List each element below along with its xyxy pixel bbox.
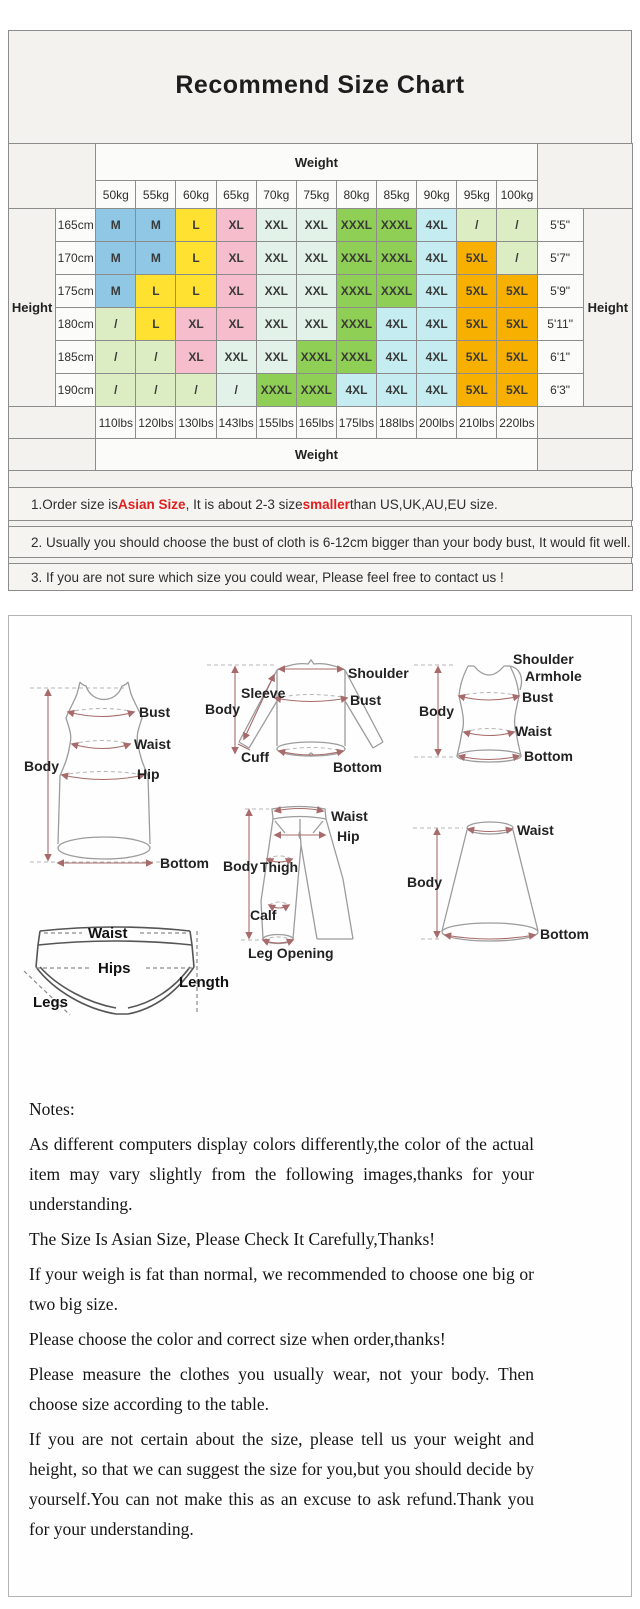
note-text: 3. If you are not sure which size you could wear, Please feel free to contact us !	[31, 569, 504, 585]
size-cell: 4XL	[377, 308, 417, 341]
top-bottom-label: Bottom	[333, 759, 382, 775]
size-cell: XXL	[296, 308, 336, 341]
corner-cell	[537, 144, 632, 209]
size-cell: XXXL	[256, 374, 296, 407]
dress-body-label: Body	[24, 758, 59, 774]
size-cell: /	[176, 374, 216, 407]
size-cell: 4XL	[417, 308, 457, 341]
size-cell: M	[96, 242, 136, 275]
top-bust-label: Bust	[350, 692, 382, 708]
brief-legs-label: Legs	[33, 994, 69, 1011]
size-cell: 4XL	[417, 242, 457, 275]
weight-lbs-cell: 130lbs	[176, 407, 216, 439]
size-cell: /	[96, 308, 136, 341]
notes-paragraph: Please measure the clothes you usually wear, not your body. Then choose size according to the table.	[29, 1364, 534, 1414]
size-cell: XXXL	[296, 341, 336, 374]
height-cm-cell: 170cm	[56, 242, 96, 275]
size-cell: M	[96, 275, 136, 308]
weight-kg-cell: 80kg	[336, 181, 376, 209]
size-cell: M	[96, 209, 136, 242]
size-cell: XXL	[296, 209, 336, 242]
top-sleeve-label: Sleeve	[241, 685, 286, 701]
weight-kg-cell: 85kg	[377, 181, 417, 209]
size-cell: L	[136, 308, 176, 341]
height-ft-cell: 5'5"	[537, 209, 583, 242]
size-cell: L	[176, 275, 216, 308]
pants-calf-label: Calf	[250, 907, 277, 923]
dress-bust-label: Bust	[139, 704, 171, 720]
size-cell: XXL	[256, 341, 296, 374]
weight-lbs-cell: 165lbs	[296, 407, 336, 439]
pants-hip-label: Hip	[337, 828, 360, 844]
size-cell: /	[497, 209, 537, 242]
top-cuff-label: Cuff	[241, 749, 269, 765]
skirt-diagram	[405, 811, 615, 971]
size-cell: XL	[176, 308, 216, 341]
size-cell: 5XL	[457, 275, 497, 308]
size-cell: L	[176, 209, 216, 242]
size-cell: 4XL	[377, 341, 417, 374]
size-table	[8, 143, 633, 471]
brief-diagram	[24, 911, 259, 1036]
top-shoulder-label: Shoulder	[348, 665, 409, 681]
size-cell: L	[136, 275, 176, 308]
height-ft-cell: 5'11"	[537, 308, 583, 341]
size-cell: XXL	[256, 308, 296, 341]
vest-body-label: Body	[419, 703, 454, 719]
height-cm-cell: 185cm	[56, 341, 96, 374]
weight-lbs-cell: 210lbs	[457, 407, 497, 439]
note-text: , It is about 2-3 size	[185, 496, 303, 512]
note-red-text: Asian Size	[118, 496, 186, 512]
top-body-label: Body	[205, 701, 240, 717]
weight-kg-cell: 55kg	[136, 181, 176, 209]
height-cm-cell: 190cm	[56, 374, 96, 407]
size-cell: XL	[216, 242, 256, 275]
top-diagram	[205, 656, 409, 811]
size-cell: XXXL	[377, 275, 417, 308]
size-cell: XXL	[216, 341, 256, 374]
notes-paragraphs	[29, 1129, 534, 1544]
pants-thigh-label: Thigh	[260, 859, 299, 875]
size-cell: XXL	[296, 242, 336, 275]
weight-kg-cell: 90kg	[417, 181, 457, 209]
brief-length-label: Length	[179, 974, 229, 991]
size-cell: XXXL	[377, 242, 417, 275]
vest-bottom-label: Bottom	[524, 748, 573, 764]
notes-paragraph: As different computers display colors differently,the color of the actual item may vary slightly from the following images,thanks for your understanding.	[29, 1134, 534, 1214]
size-chart-panel	[8, 30, 632, 591]
size-cell: 5XL	[497, 374, 537, 407]
corner-cell	[537, 407, 632, 439]
corner-cell	[9, 144, 96, 209]
size-cell: XXXL	[336, 209, 376, 242]
note-red-text: smaller	[302, 496, 350, 512]
notes-paragraph: If your weigh is fat than normal, we recommended to choose one big or two big size.	[29, 1264, 534, 1314]
notes-heading: Notes:	[29, 1099, 75, 1119]
size-cell: XXXL	[377, 209, 417, 242]
size-cell: /	[96, 374, 136, 407]
notes-paragraph: Please choose the color and correct size when order,thanks!	[29, 1329, 446, 1349]
weight-header: Weight	[96, 144, 537, 181]
height-ft-cell: 6'3"	[537, 374, 583, 407]
size-cell: 4XL	[417, 209, 457, 242]
pants-body-label: Body	[223, 858, 258, 874]
size-cell: 5XL	[457, 374, 497, 407]
weight-kg-cell: 70kg	[256, 181, 296, 209]
weight-kg-cell: 60kg	[176, 181, 216, 209]
height-label-left: Height	[9, 209, 56, 407]
weight-kg-cell: 65kg	[216, 181, 256, 209]
size-cell: XXL	[296, 275, 336, 308]
size-cell: 5XL	[497, 308, 537, 341]
weight-kg-cell: 95kg	[457, 181, 497, 209]
size-cell: /	[96, 341, 136, 374]
weight-footer: Weight	[96, 439, 537, 471]
height-ft-cell: 5'7"	[537, 242, 583, 275]
pants-leg-opening-label: Leg Opening	[248, 945, 334, 961]
corner-cell	[9, 407, 96, 439]
note-text: than US,UK,AU,EU size.	[349, 496, 498, 512]
size-cell: XXL	[256, 209, 296, 242]
weight-lbs-cell: 143lbs	[216, 407, 256, 439]
size-cell: 4XL	[417, 374, 457, 407]
skirt-waist-label: Waist	[517, 822, 554, 838]
weight-kg-cell: 75kg	[296, 181, 336, 209]
height-cm-cell: 175cm	[56, 275, 96, 308]
page-title: Recommend Size Chart	[175, 71, 465, 99]
size-cell: 5XL	[497, 275, 537, 308]
table-note-1	[8, 487, 633, 521]
brief-waist-label: Waist	[88, 925, 128, 942]
size-cell: 5XL	[497, 341, 537, 374]
size-cell: /	[136, 341, 176, 374]
size-cell: XXL	[256, 275, 296, 308]
notes-paragraph: The Size Is Asian Size, Please Check It Carefully,Thanks!	[29, 1229, 436, 1249]
top-measure-lines	[235, 667, 347, 755]
note-text: 1.Order size is	[31, 496, 119, 512]
notes-paragraph: If you are not certain about the size, please tell us your weight and height, so that we can suggest the size for you,but you should decide by yourself.You can not make this as an excuse to ask refund.Thank you for your understanding.	[29, 1429, 534, 1539]
size-cell: XXL	[256, 242, 296, 275]
vest-diagram	[414, 644, 614, 794]
size-cell: 5XL	[457, 341, 497, 374]
size-cell: 4XL	[417, 341, 457, 374]
size-cell: 4XL	[377, 374, 417, 407]
size-cell: XXXL	[336, 275, 376, 308]
size-cell: XL	[216, 209, 256, 242]
pants-waist-label: Waist	[331, 808, 368, 824]
size-cell: XXXL	[336, 341, 376, 374]
measurement-guide-panel	[8, 615, 632, 1597]
size-cell: /	[216, 374, 256, 407]
height-ft-cell: 6'1"	[537, 341, 583, 374]
weight-kg-cell: 100kg	[497, 181, 537, 209]
dress-bottom-label: Bottom	[160, 855, 209, 871]
notes-section	[29, 1094, 534, 1549]
size-cell: M	[136, 209, 176, 242]
size-cell: XL	[176, 341, 216, 374]
corner-cell	[9, 439, 96, 471]
vest-waist-label: Waist	[515, 723, 552, 739]
vest-shoulder-label: Shoulder	[513, 651, 574, 667]
skirt-body-label: Body	[407, 874, 442, 890]
size-cell: /	[457, 209, 497, 242]
weight-lbs-cell: 188lbs	[377, 407, 417, 439]
size-cell: XL	[216, 308, 256, 341]
size-cell: 5XL	[457, 308, 497, 341]
height-ft-cell: 5'9"	[537, 275, 583, 308]
size-cell: 5XL	[457, 242, 497, 275]
weight-lbs-cell: 200lbs	[417, 407, 457, 439]
note-text: 2. Usually you should choose the bust of cloth is 6-12cm bigger than your body bust, It would fit well.	[31, 534, 631, 550]
weight-lbs-cell: 175lbs	[336, 407, 376, 439]
height-label-right: Height	[583, 209, 632, 407]
dress-waist-label: Waist	[134, 736, 171, 752]
size-cell: 4XL	[417, 275, 457, 308]
table-note-3	[8, 563, 633, 591]
size-cell: M	[136, 242, 176, 275]
height-cm-cell: 165cm	[56, 209, 96, 242]
weight-lbs-cell: 110lbs	[96, 407, 136, 439]
vest-armhole-label: Armhole	[525, 668, 582, 684]
size-cell: XXXL	[296, 374, 336, 407]
table-note-2	[8, 526, 633, 558]
weight-kg-cell: 50kg	[96, 181, 136, 209]
skirt-bottom-label: Bottom	[540, 926, 589, 942]
size-cell: /	[497, 242, 537, 275]
corner-cell	[537, 439, 632, 471]
size-cell: XXXL	[336, 308, 376, 341]
size-cell: 4XL	[336, 374, 376, 407]
vest-bust-label: Bust	[522, 689, 554, 705]
dress-hip-label: Hip	[137, 766, 160, 782]
weight-lbs-cell: 220lbs	[497, 407, 537, 439]
height-cm-cell: 180cm	[56, 308, 96, 341]
size-cell: XXXL	[336, 242, 376, 275]
brief-hips-label: Hips	[98, 960, 131, 977]
weight-lbs-cell: 120lbs	[136, 407, 176, 439]
size-cell: /	[136, 374, 176, 407]
weight-lbs-cell: 155lbs	[256, 407, 296, 439]
size-cell: XL	[216, 275, 256, 308]
size-cell: L	[176, 242, 216, 275]
dress-diagram	[24, 672, 219, 877]
